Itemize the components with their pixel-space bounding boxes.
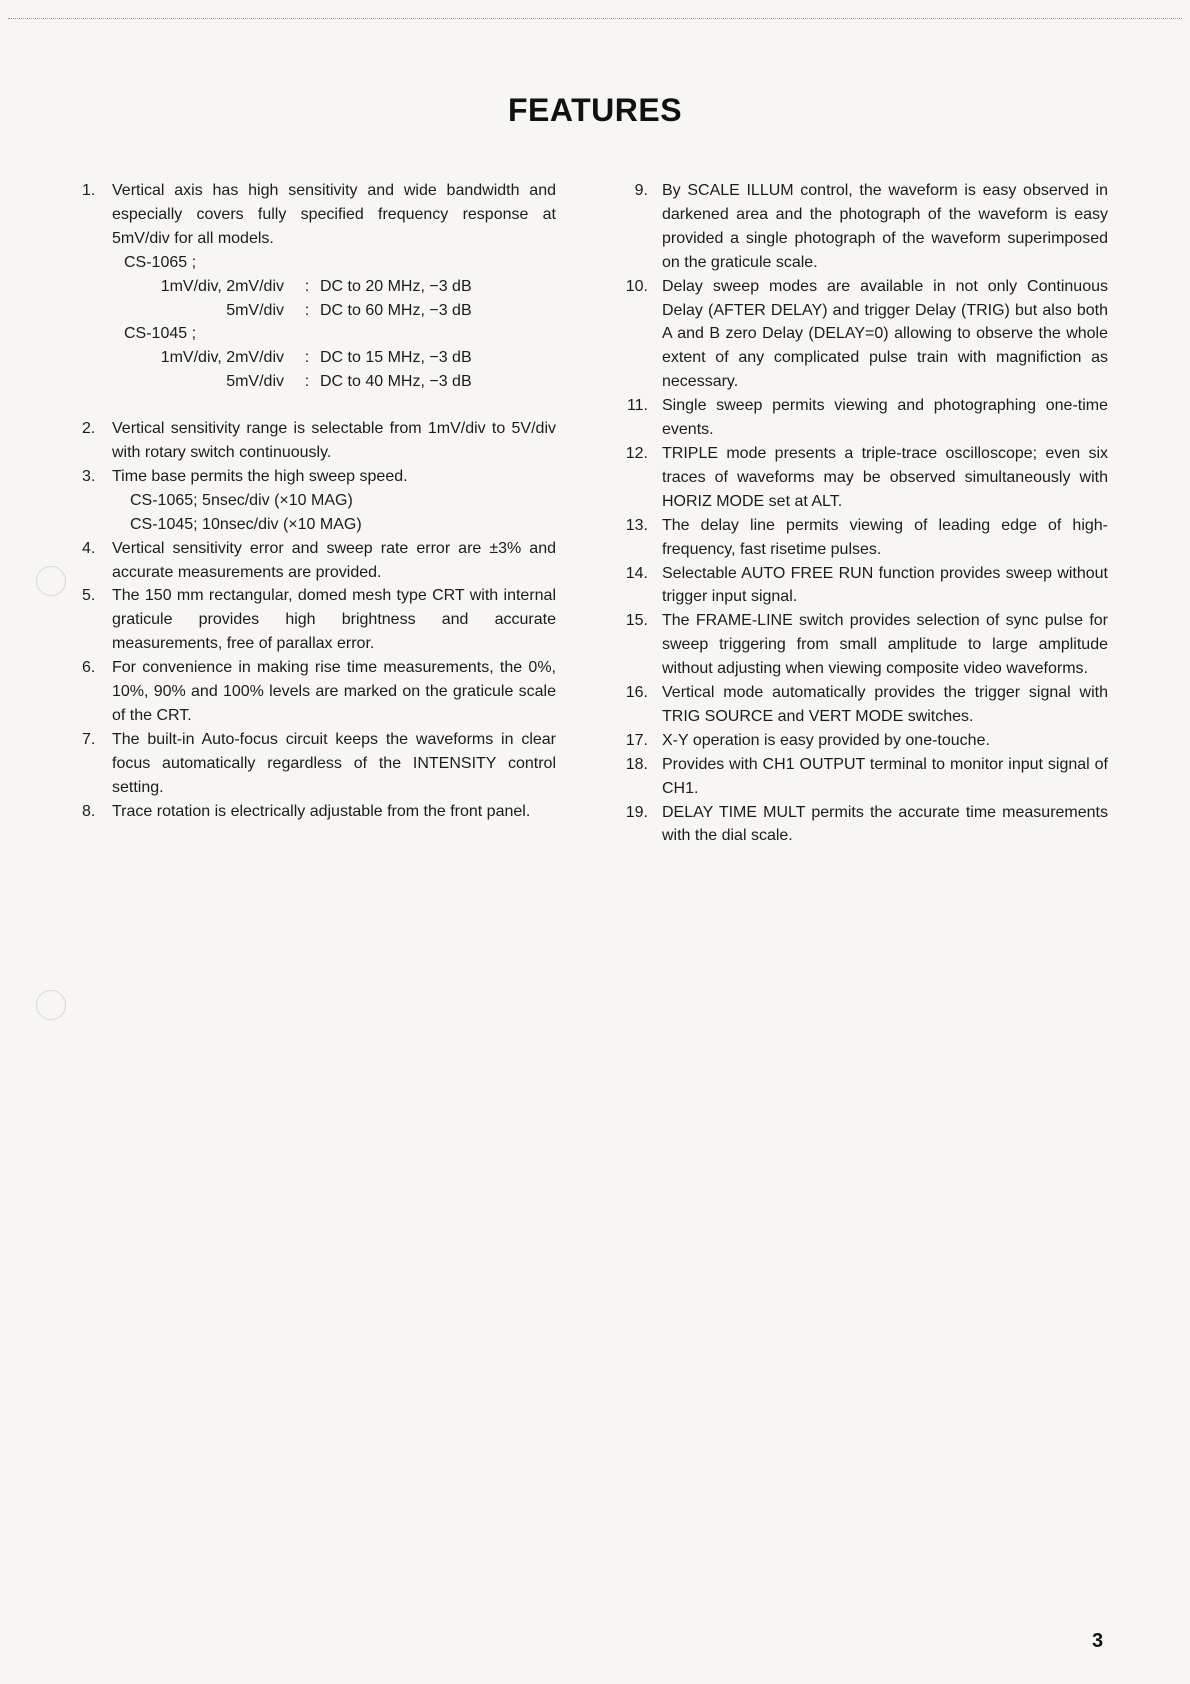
feature-item-7: [82, 728, 556, 800]
feature-text: Single sweep permits viewing and photographing one-time events.: [662, 397, 1108, 439]
feature-text: The built-in Auto-focus circuit keeps the waveforms in clear focus automatically regardless of the INTENSITY control setting.: [112, 730, 556, 796]
model-sweep-speed: CS-1065; 5nsec/div (×10 MAG): [130, 491, 353, 509]
feature-number: 3.: [82, 467, 96, 485]
spec-bandwidth: DC to 15 MHz, −3 dB: [320, 349, 472, 367]
feature-text: For convenience in making rise time measurements, the 0%, 10%, 90% and 100% levels are marked on the graticule scale of the CRT.: [112, 659, 556, 724]
feature-number: 10.: [625, 277, 648, 295]
feature-item-3: [82, 465, 556, 537]
spec-separator: :: [304, 349, 310, 367]
top-rule: [8, 18, 1182, 19]
feature-number: 11.: [626, 397, 648, 415]
feature-text: The delay line permits viewing of leading edge of high-frequency, fast risetime pulses.: [662, 516, 1108, 558]
feature-item-8: [82, 800, 556, 824]
feature-text: Vertical axis has high sensitivity and wide bandwidth and especially covers fully specified frequency response at 5mV/div for all models.: [112, 182, 556, 247]
feature-text: The 150 mm rectangular, domed mesh type CRT with internal graticule provides high brightness and accurate measurements, free of parallax error.: [112, 587, 556, 653]
feature-text: Trace rotation is electrically adjustable from the front panel.: [112, 802, 531, 820]
feature-text: Selectable AUTO FREE RUN function provides sweep without trigger input signal.: [662, 564, 1108, 606]
feature-item-5: [82, 584, 556, 656]
feature-item-18: [624, 753, 1108, 801]
spec-separator: :: [304, 301, 310, 319]
feature-item-12: [624, 442, 1108, 514]
feature-number: 8.: [82, 802, 96, 820]
feature-number: 18.: [625, 755, 648, 773]
feature-number: 16.: [625, 684, 648, 702]
feature-number: 4.: [82, 539, 96, 557]
spec-bandwidth: DC to 20 MHz, −3 dB: [320, 277, 472, 295]
feature-number: 9.: [634, 182, 648, 199]
spec-separator: :: [304, 277, 310, 295]
spec-sensitivity: 5mV/div: [226, 373, 284, 391]
feature-text: TRIPLE mode presents a triple-trace oscilloscope; even six traces of waveforms may be observed simultaneously with HORIZ MODE set at ALT.: [662, 444, 1108, 510]
feature-number: 13.: [625, 516, 648, 534]
feature-text: Delay sweep modes are available in not only Continuous Delay (AFTER DELAY) and trigger Delay (TRIG) but also both A and B zero Delay (DELAY=0) allowing to observe the whole extent of any complicated pulse train with magnifiction as necessary.: [662, 277, 1108, 391]
spec-separator: :: [304, 373, 310, 391]
spec-sensitivity: 1mV/div, 2mV/div: [160, 277, 284, 295]
feature-number: 2.: [82, 420, 96, 438]
feature-number: 15.: [625, 612, 648, 630]
feature-item-13: [624, 514, 1108, 562]
feature-text: X-Y operation is easy provided by one-touche.: [662, 731, 990, 749]
feature-text: Vertical sensitivity error and sweep rate error are ±3% and accurate measurements are provided.: [112, 539, 556, 581]
feature-text: Provides with CH1 OUTPUT terminal to monitor input signal of CH1.: [662, 755, 1108, 797]
model-label: CS-1045 ;: [124, 325, 197, 343]
spec-row: [112, 299, 556, 323]
spec-sensitivity: 1mV/div, 2mV/div: [160, 349, 284, 367]
feature-text: Vertical mode automatically provides the trigger signal with TRIG SOURCE and VERT MODE switches.: [662, 684, 1108, 725]
page-title: FEATURES: [507, 92, 683, 128]
feature-item-4: [82, 537, 556, 585]
model-sweep-speed: CS-1045; 10nsec/div (×10 MAG): [130, 515, 362, 533]
feature-item-9: [624, 179, 1108, 275]
spec-sensitivity: 5mV/div: [226, 301, 284, 319]
feature-text: Vertical sensitivity range is selectable from 1mV/div to 5V/div with rotary switch continuously.: [112, 420, 556, 461]
feature-number: 17.: [625, 731, 648, 749]
feature-item-16: [624, 681, 1108, 729]
feature-number: 12.: [625, 444, 648, 462]
model-label: CS-1065 ;: [124, 253, 197, 271]
feature-item-15: [624, 609, 1108, 681]
feature-item-11: [624, 394, 1108, 442]
feature-number: 1.: [82, 182, 96, 199]
right-column: [624, 179, 1108, 848]
feature-number: 14.: [625, 564, 648, 582]
punch-hole-mark: [36, 566, 66, 596]
spec-bandwidth: DC to 40 MHz, −3 dB: [320, 373, 472, 391]
left-column: [82, 179, 556, 824]
page-number: 3: [1092, 1630, 1104, 1652]
feature-item-2: [82, 417, 556, 465]
feature-number: 5.: [82, 587, 96, 605]
feature-item-14: [624, 562, 1108, 610]
feature-number: 7.: [82, 730, 96, 748]
feature-item-19: [624, 801, 1108, 849]
punch-hole-mark: [36, 990, 66, 1020]
spacer: [82, 394, 556, 417]
feature-number: 19.: [625, 803, 648, 821]
feature-item-6: [82, 656, 556, 728]
feature-item-17: [624, 729, 1108, 753]
feature-text: By SCALE ILLUM control, the waveform is easy observed in darkened area and the photograph of the waveform is easy provided a single photograph of the waveform superimposed on the graticule scale.: [662, 182, 1108, 271]
feature-text: Time base permits the high sweep speed.: [112, 467, 408, 485]
feature-item-1: [82, 179, 556, 394]
feature-item-10: [624, 275, 1108, 395]
feature-text: DELAY TIME MULT permits the accurate time measurements with the dial scale.: [662, 803, 1108, 845]
spec-row: [112, 275, 556, 299]
spec-row: [112, 370, 556, 394]
spec-row: [112, 346, 556, 370]
feature-number: 6.: [82, 659, 96, 677]
spec-bandwidth: DC to 60 MHz, −3 dB: [320, 301, 472, 319]
feature-text: The FRAME-LINE switch provides selection of sync pulse for sweep triggering from small amplitude to large amplitude without adjusting when viewing composite video waveforms.: [662, 612, 1108, 678]
